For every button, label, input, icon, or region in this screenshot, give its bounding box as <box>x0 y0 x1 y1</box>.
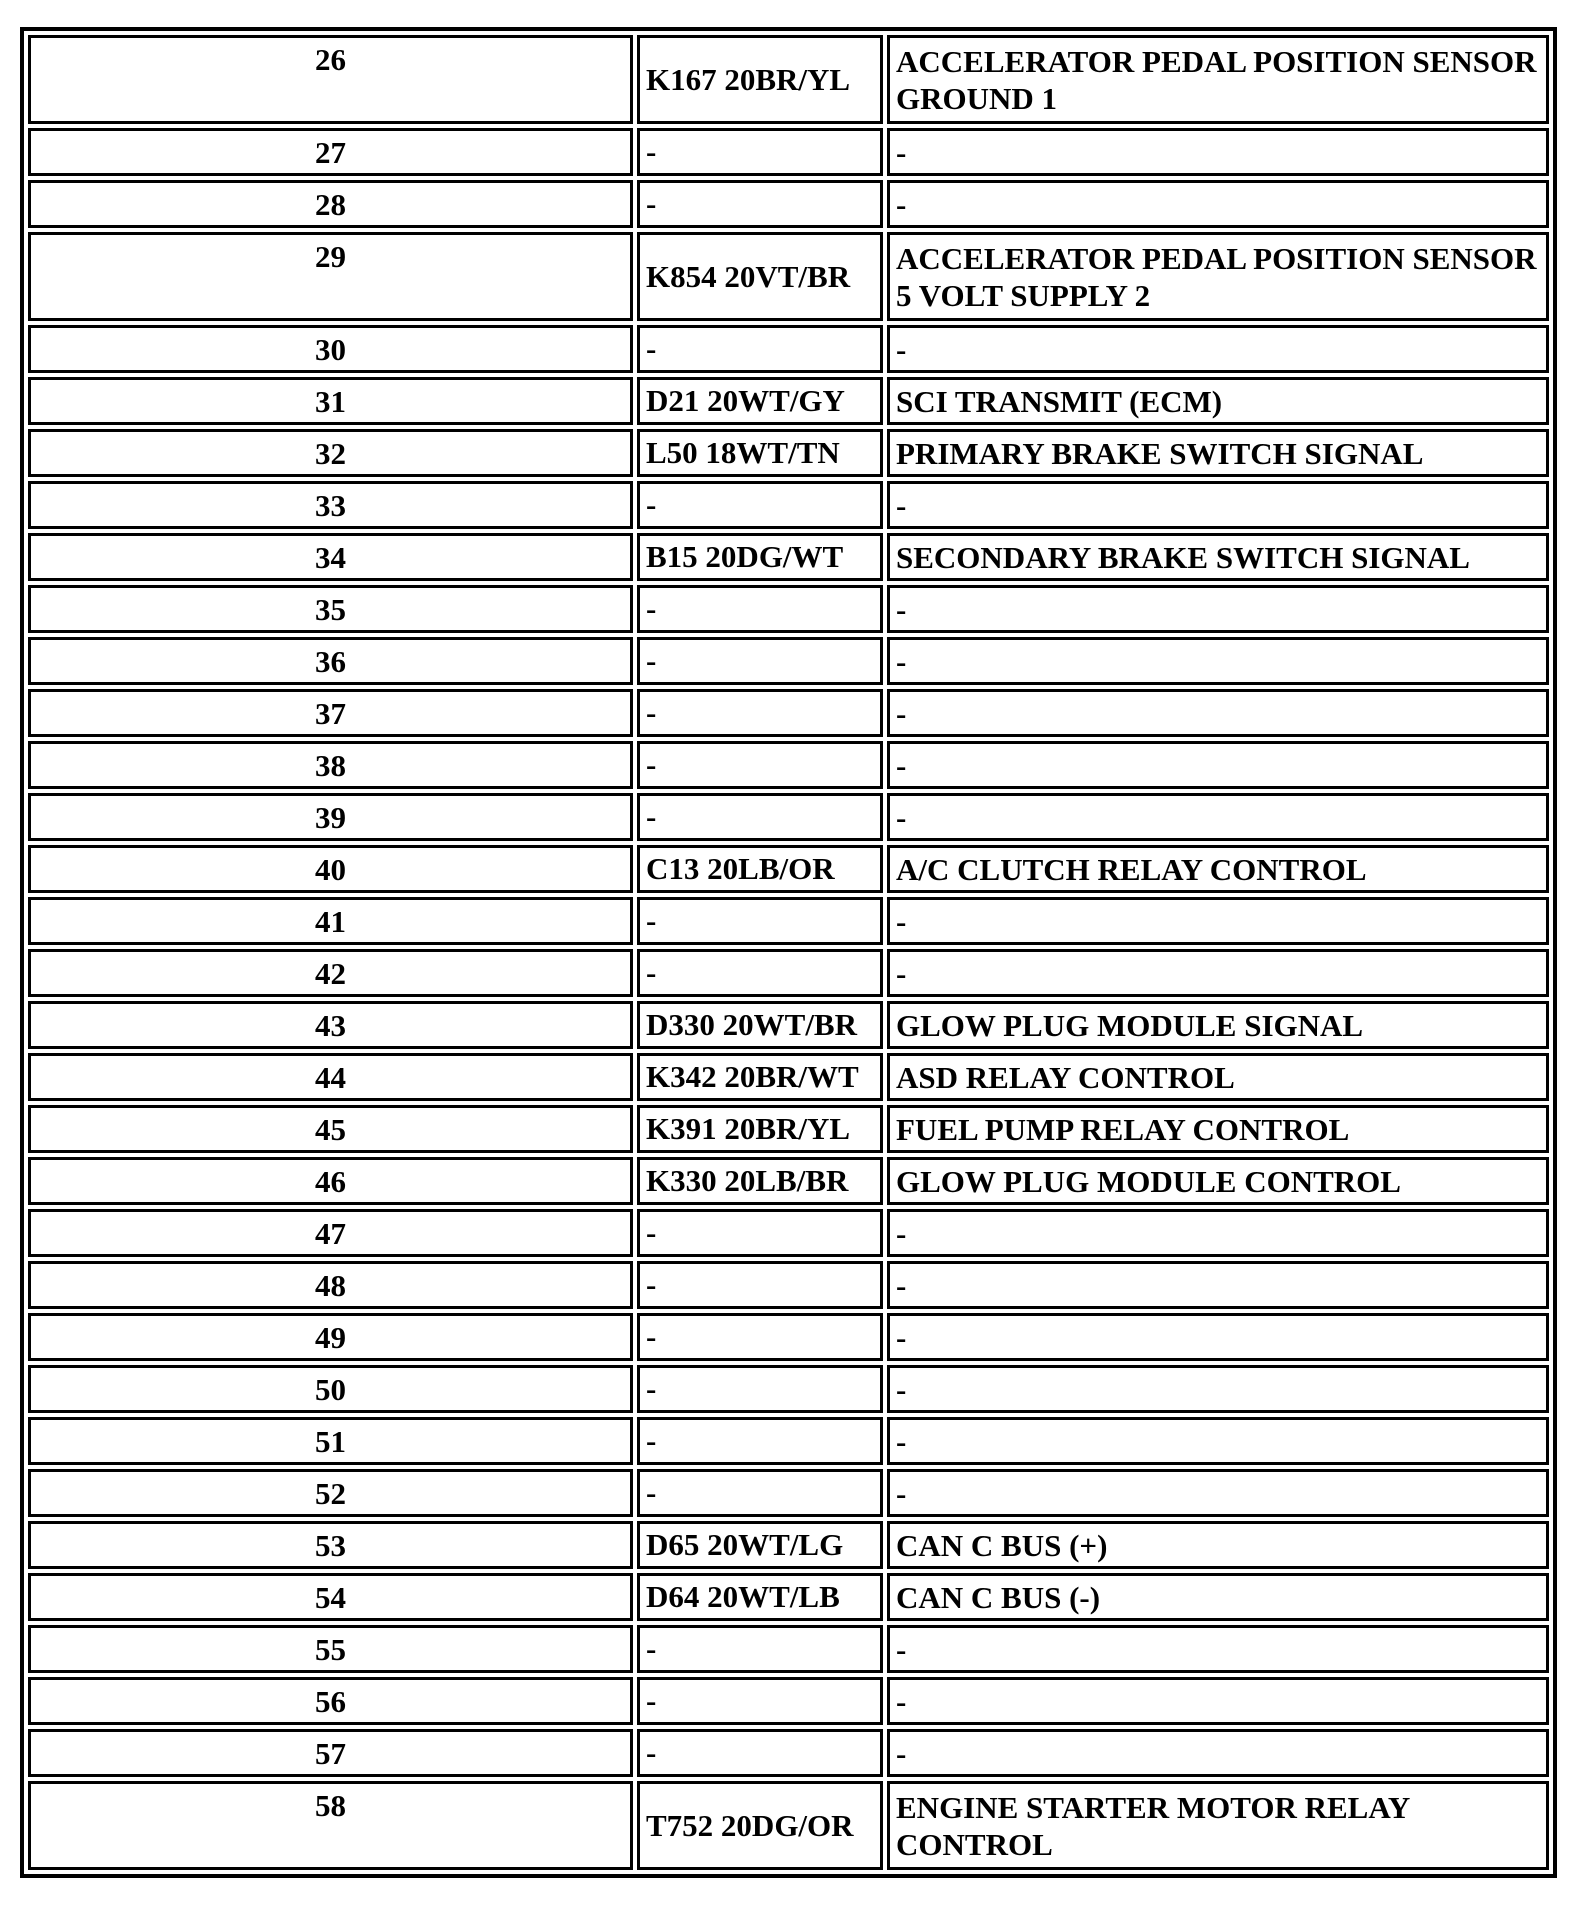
function-cell: ACCELERATOR PEDAL POSITION SENSOR GROUND 1 <box>887 35 1549 124</box>
function-cell: - <box>887 1261 1549 1309</box>
pin-cell: 46 <box>28 1157 633 1205</box>
pin-cell: 44 <box>28 1053 633 1101</box>
pin-cell: 31 <box>28 377 633 425</box>
function-cell: PRIMARY BRAKE SWITCH SIGNAL <box>887 429 1549 477</box>
circuit-cell: - <box>637 1677 883 1725</box>
function-cell: - <box>887 897 1549 945</box>
pin-cell: 30 <box>28 325 633 373</box>
circuit-cell: D65 20WT/LG <box>637 1521 883 1569</box>
pin-cell: 49 <box>28 1313 633 1361</box>
pin-cell: 27 <box>28 128 633 176</box>
circuit-cell: D21 20WT/GY <box>637 377 883 425</box>
function-cell: - <box>887 689 1549 737</box>
circuit-cell: K330 20LB/BR <box>637 1157 883 1205</box>
circuit-cell: - <box>637 1469 883 1517</box>
function-cell: - <box>887 637 1549 685</box>
circuit-cell: - <box>637 637 883 685</box>
table-row <box>28 1365 1549 1413</box>
function-cell: CAN C BUS (+) <box>887 1521 1549 1569</box>
table-row <box>28 793 1549 841</box>
table-row <box>28 377 1549 425</box>
table-row <box>28 1573 1549 1621</box>
table-row <box>28 1313 1549 1361</box>
circuit-cell: - <box>637 897 883 945</box>
circuit-cell: - <box>637 1417 883 1465</box>
table-row <box>28 1781 1549 1870</box>
function-cell: CAN C BUS (-) <box>887 1573 1549 1621</box>
table-row <box>28 897 1549 945</box>
function-cell: - <box>887 180 1549 228</box>
table-row <box>28 585 1549 633</box>
circuit-cell: - <box>637 1729 883 1777</box>
table-row <box>28 1417 1549 1465</box>
table-row <box>28 180 1549 228</box>
pin-cell: 55 <box>28 1625 633 1673</box>
function-cell: - <box>887 481 1549 529</box>
table-row <box>28 325 1549 373</box>
circuit-cell: - <box>637 949 883 997</box>
pin-cell: 51 <box>28 1417 633 1465</box>
pin-cell: 43 <box>28 1001 633 1049</box>
table-row <box>28 128 1549 176</box>
function-cell: A/C CLUTCH RELAY CONTROL <box>887 845 1549 893</box>
pin-cell: 40 <box>28 845 633 893</box>
circuit-cell: K854 20VT/BR <box>637 232 883 321</box>
table-row <box>28 1157 1549 1205</box>
pin-cell: 52 <box>28 1469 633 1517</box>
circuit-cell: - <box>637 689 883 737</box>
table-row <box>28 1261 1549 1309</box>
pin-cell: 57 <box>28 1729 633 1777</box>
circuit-cell: L50 18WT/TN <box>637 429 883 477</box>
circuit-cell: - <box>637 180 883 228</box>
circuit-cell: K342 20BR/WT <box>637 1053 883 1101</box>
table-row <box>28 1001 1549 1049</box>
pin-cell: 48 <box>28 1261 633 1309</box>
table-row <box>28 1053 1549 1101</box>
circuit-cell: - <box>637 1261 883 1309</box>
table-row <box>28 741 1549 789</box>
function-cell: - <box>887 1365 1549 1413</box>
table-row <box>28 1729 1549 1777</box>
function-cell: - <box>887 1677 1549 1725</box>
pin-cell: 56 <box>28 1677 633 1725</box>
function-cell: ASD RELAY CONTROL <box>887 1053 1549 1101</box>
pin-cell: 53 <box>28 1521 633 1569</box>
circuit-cell: - <box>637 793 883 841</box>
function-cell: GLOW PLUG MODULE CONTROL <box>887 1157 1549 1205</box>
table-row <box>28 1677 1549 1725</box>
function-cell: - <box>887 1729 1549 1777</box>
pin-cell: 29 <box>28 232 633 321</box>
function-cell: - <box>887 585 1549 633</box>
table-row <box>28 533 1549 581</box>
pin-cell: 58 <box>28 1781 633 1870</box>
circuit-cell: - <box>637 1313 883 1361</box>
circuit-cell: D330 20WT/BR <box>637 1001 883 1049</box>
pin-cell: 32 <box>28 429 633 477</box>
function-cell: - <box>887 1625 1549 1673</box>
circuit-cell: - <box>637 325 883 373</box>
pin-cell: 39 <box>28 793 633 841</box>
circuit-cell: - <box>637 1365 883 1413</box>
table-row <box>28 35 1549 124</box>
table-row <box>28 949 1549 997</box>
circuit-cell: T752 20DG/OR <box>637 1781 883 1870</box>
pin-cell: 54 <box>28 1573 633 1621</box>
pin-cell: 28 <box>28 180 633 228</box>
table-row <box>28 232 1549 321</box>
table-row <box>28 481 1549 529</box>
function-cell: - <box>887 128 1549 176</box>
circuit-cell: - <box>637 481 883 529</box>
table-row <box>28 637 1549 685</box>
function-cell: SECONDARY BRAKE SWITCH SIGNAL <box>887 533 1549 581</box>
table-row <box>28 429 1549 477</box>
table-row <box>28 1625 1549 1673</box>
pin-cell: 41 <box>28 897 633 945</box>
pin-cell: 34 <box>28 533 633 581</box>
function-cell: - <box>887 1209 1549 1257</box>
pinout-body <box>28 35 1549 1870</box>
table-row <box>28 1105 1549 1153</box>
circuit-cell: B15 20DG/WT <box>637 533 883 581</box>
function-cell: ENGINE STARTER MOTOR RELAY CONTROL <box>887 1781 1549 1870</box>
pin-cell: 36 <box>28 637 633 685</box>
circuit-cell: D64 20WT/LB <box>637 1573 883 1621</box>
function-cell: ACCELERATOR PEDAL POSITION SENSOR 5 VOLT SUPPLY 2 <box>887 232 1549 321</box>
pin-cell: 38 <box>28 741 633 789</box>
circuit-cell: K391 20BR/YL <box>637 1105 883 1153</box>
function-cell: GLOW PLUG MODULE SIGNAL <box>887 1001 1549 1049</box>
function-cell: - <box>887 741 1549 789</box>
pinout-grid <box>24 31 1553 1874</box>
circuit-cell: - <box>637 128 883 176</box>
pin-cell: 33 <box>28 481 633 529</box>
pin-cell: 47 <box>28 1209 633 1257</box>
table-row <box>28 689 1549 737</box>
pin-cell: 26 <box>28 35 633 124</box>
table-row <box>28 1469 1549 1517</box>
function-cell: - <box>887 325 1549 373</box>
function-cell: - <box>887 1417 1549 1465</box>
circuit-cell: C13 20LB/OR <box>637 845 883 893</box>
function-cell: - <box>887 1313 1549 1361</box>
table-row <box>28 845 1549 893</box>
pin-cell: 42 <box>28 949 633 997</box>
pin-cell: 45 <box>28 1105 633 1153</box>
pin-cell: 35 <box>28 585 633 633</box>
circuit-cell: - <box>637 1625 883 1673</box>
circuit-cell: - <box>637 741 883 789</box>
function-cell: SCI TRANSMIT (ECM) <box>887 377 1549 425</box>
function-cell: - <box>887 1469 1549 1517</box>
pin-cell: 50 <box>28 1365 633 1413</box>
function-cell: - <box>887 949 1549 997</box>
function-cell: FUEL PUMP RELAY CONTROL <box>887 1105 1549 1153</box>
circuit-cell: - <box>637 585 883 633</box>
table-row <box>28 1521 1549 1569</box>
circuit-cell: - <box>637 1209 883 1257</box>
pin-cell: 37 <box>28 689 633 737</box>
connector-pinout-table <box>20 27 1557 1878</box>
circuit-cell: K167 20BR/YL <box>637 35 883 124</box>
function-cell: - <box>887 793 1549 841</box>
table-row <box>28 1209 1549 1257</box>
